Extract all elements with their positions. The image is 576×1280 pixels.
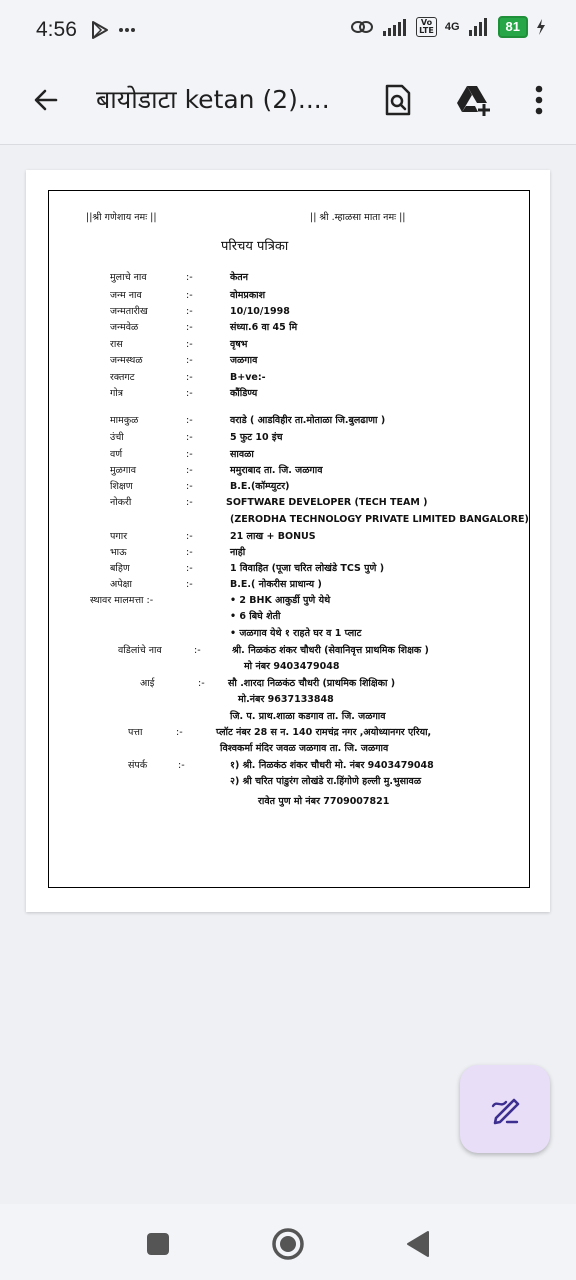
field-label: अपेक्षा	[110, 579, 132, 590]
field-label: रास	[110, 339, 123, 350]
field-value: संध्या.6 वा 45 मि	[230, 322, 298, 333]
field-value: B+ve:-	[230, 372, 266, 383]
field-label: मामकुळ	[110, 415, 139, 426]
field-label: भाऊ	[110, 547, 127, 558]
system-nav-bar	[0, 1204, 576, 1280]
back-button[interactable]	[26, 80, 66, 120]
field-label: पत्ता	[128, 727, 143, 738]
field-separator: :-	[186, 547, 193, 558]
find-in-document-button[interactable]	[380, 80, 416, 120]
field-value: 21 लाख + BONUS	[230, 531, 316, 542]
status-time: 4:56	[36, 18, 77, 41]
header-right: || श्री .म्हाळसा माता नमः ||	[310, 212, 406, 223]
edit-pen-icon	[488, 1092, 522, 1126]
field-value: • जळगाव येथे १ राहते घर व 1 प्लाट	[230, 628, 362, 639]
field-value: मो.नंबर 9637133848	[238, 694, 334, 705]
field-value: प्लॉट नंबर 28 स न. 140 रामचंद्र नगर ,अयोध्यानगर एरिया,	[216, 727, 432, 738]
field-value: सावळा	[230, 449, 254, 460]
add-to-drive-icon	[456, 84, 492, 116]
field-separator: :-	[178, 760, 185, 771]
field-value: • 6 बिघे शेती	[230, 611, 281, 622]
field-label: मुलाचे नाव	[110, 272, 147, 283]
app-bar	[0, 62, 576, 144]
field-value: वृषभ	[230, 339, 248, 350]
find-in-page-icon	[385, 84, 411, 116]
field-separator: :-	[186, 579, 193, 590]
field-label: जन्म नाव	[110, 290, 142, 301]
field-separator: :-	[186, 355, 193, 366]
document-title: बायोडाटा ketan (2)....	[96, 85, 330, 114]
field-value: मो नंबर 9403479048	[244, 661, 340, 672]
field-label: गोत्र	[110, 388, 124, 399]
field-label: पगार	[110, 531, 128, 542]
arrow-left-icon	[32, 86, 60, 114]
field-label: संपर्क	[128, 760, 148, 771]
more-notifications-icon	[118, 27, 136, 33]
field-value: केतन	[230, 272, 248, 283]
field-value: वराडे ( आडविहीर ता.मोताळा जि.बुलढाणा )	[230, 415, 386, 426]
field-label: बहिण	[110, 563, 130, 574]
field-separator: :-	[186, 481, 193, 492]
field-value: कौंडिण्य	[230, 388, 258, 399]
field-separator: :-	[186, 322, 193, 333]
field-separator: :-	[186, 563, 193, 574]
field-label: रक्तगट	[110, 372, 135, 383]
field-separator: :-	[186, 531, 193, 542]
field-separator: :-	[186, 306, 193, 317]
field-separator: :-	[186, 372, 193, 383]
system-back-button[interactable]	[398, 1224, 438, 1264]
field-value: जळगाव	[230, 355, 258, 366]
field-value: २) श्री चरित पांडुरंग लोखंडे रा.हिंगोणे हल्ली मु.भुसावळ	[230, 776, 422, 787]
status-right-icons	[350, 16, 546, 38]
app-bar-divider	[0, 144, 576, 145]
header-left: ||श्री गणेशाय नमः ||	[86, 212, 157, 223]
field-value: सौ .शारदा निळकंठ चौधरी (प्राथमिक शिक्षिका )	[228, 678, 396, 689]
status-bar	[0, 0, 576, 62]
field-label: जन्मतारीख	[110, 306, 148, 317]
field-value: SOFTWARE DEVELOPER (TECH TEAM )	[226, 497, 428, 508]
network-type: 4G	[444, 21, 460, 33]
field-separator: :-	[186, 272, 193, 283]
battery-level: 81	[498, 16, 528, 38]
field-value: 5 फुट 10 इंच	[230, 432, 283, 443]
field-separator: :-	[198, 678, 205, 689]
more-vert-icon	[535, 85, 543, 115]
field-value: श्री. निळकंठ शंकर चौधरी (सेवानिवृत्त प्राथमिक शिक्षक )	[232, 645, 429, 656]
signal-1-icon	[382, 18, 408, 36]
field-label: जन्मवेळ	[110, 322, 139, 333]
field-label: मुळगाव	[110, 465, 136, 476]
field-label: जन्मस्थळ	[110, 355, 143, 366]
volte-line1: Vo	[420, 18, 433, 27]
document-heading: परिचय पत्रिका	[221, 239, 289, 254]
field-value: जि. प. प्राथ.शाळा कडगाव ता. जि. जळगाव	[230, 711, 386, 722]
play-store-icon	[90, 20, 110, 40]
status-left-icons	[90, 20, 136, 40]
link-icon	[350, 18, 374, 36]
field-value: रावेत पुण मो नंबर 7709007821	[258, 796, 390, 807]
field-value: विश्वकर्मा मंदिर जवळ जळगाव ता. जि. जळगाव	[220, 743, 389, 754]
field-value: 10/10/1998	[230, 306, 290, 317]
field-separator: :-	[176, 727, 183, 738]
field-value: वोमप्रकाश	[230, 290, 266, 301]
field-value: • 2 BHK आकुर्डी पुणे येथे	[230, 595, 331, 606]
field-separator: :-	[194, 645, 201, 656]
field-label: वर्ण	[110, 449, 123, 460]
field-label: आई	[140, 678, 155, 689]
home-button[interactable]	[268, 1224, 308, 1264]
field-separator: :-	[186, 415, 193, 426]
field-value: १) श्री. निळकंठ शंकर चौधरी मो. नंबर 9403479048	[230, 760, 434, 771]
field-separator: :-	[186, 388, 193, 399]
field-separator: :-	[186, 290, 193, 301]
edit-fab-button[interactable]	[460, 1065, 550, 1153]
triangle-back-icon	[406, 1230, 430, 1258]
volte-badge	[416, 17, 437, 37]
signal-2-icon	[468, 18, 490, 36]
field-value: (ZERODHA TECHNOLOGY PRIVATE LIMITED BANGALORE)	[230, 514, 529, 525]
field-separator: :-	[186, 465, 193, 476]
field-separator: :-	[186, 339, 193, 350]
square-icon	[146, 1232, 170, 1256]
field-separator: :-	[186, 432, 193, 443]
circle-icon	[271, 1227, 305, 1261]
more-options-button[interactable]	[524, 80, 554, 120]
charging-icon	[536, 19, 546, 35]
field-label: उंची	[110, 432, 124, 443]
field-label: शिक्षण	[110, 481, 133, 492]
volte-line2: LTE	[419, 26, 434, 35]
recents-button[interactable]	[138, 1224, 178, 1264]
field-value: B.E.( नोकरीस प्राधान्य )	[230, 579, 322, 590]
field-label: वडिलांचे नाव	[118, 645, 162, 656]
add-to-drive-button[interactable]	[454, 80, 494, 120]
field-value: B.E.(कॉम्प्युटर)	[230, 481, 290, 492]
field-value: नाही	[230, 547, 246, 558]
field-value: 1 विवाहित (पूजा चरित लोखंडे TCS पुणे )	[230, 563, 385, 574]
field-label: स्थावर मालमत्ता :-	[90, 595, 154, 606]
field-separator: :-	[186, 497, 193, 508]
field-value: ममुराबाद ता. जि. जळगाव	[230, 465, 323, 476]
field-label: नोकरी	[110, 497, 132, 508]
field-separator: :-	[186, 449, 193, 460]
